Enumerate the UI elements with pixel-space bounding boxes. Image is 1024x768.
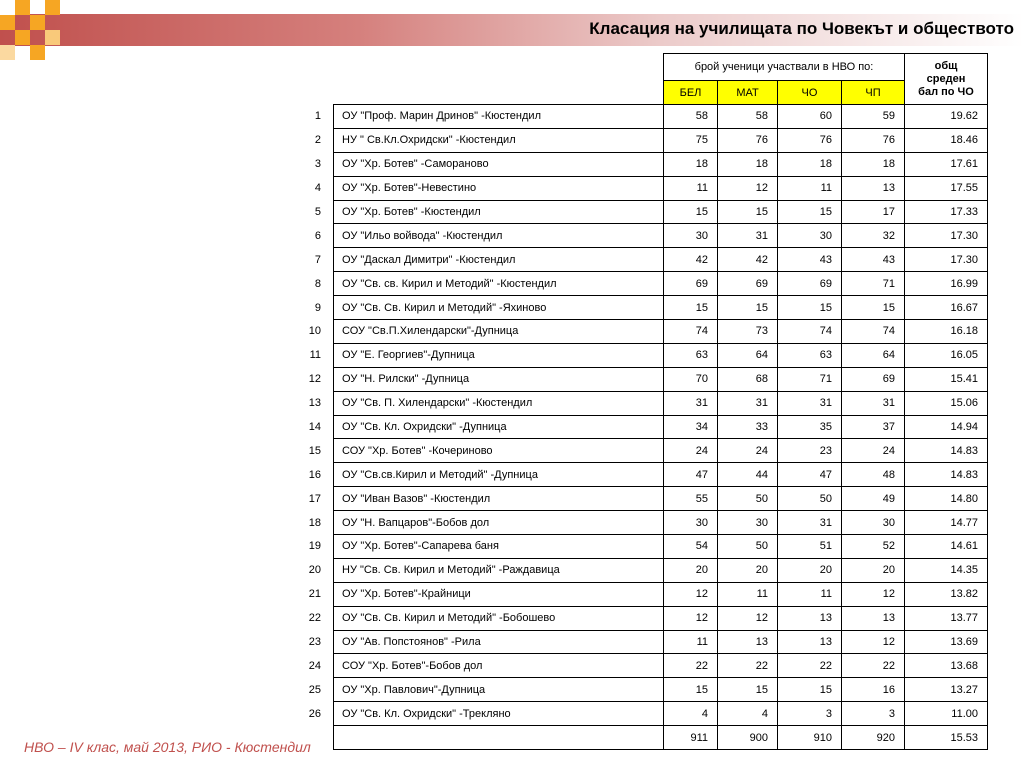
cell-avg: 19.62 [905, 105, 988, 129]
table-row [296, 272, 988, 296]
cell-mat: 44 [718, 463, 778, 487]
cell-mat: 73 [718, 320, 778, 344]
school-name: ОУ "Хр. Ботев"-Сапарева баня [334, 535, 664, 559]
cell-avg: 14.61 [905, 535, 988, 559]
cell-mat: 4 [718, 702, 778, 726]
school-name: ОУ "Хр. Павлович"-Дупница [334, 678, 664, 702]
cell-bel: 54 [664, 535, 718, 559]
cell-cho: 43 [778, 248, 842, 272]
table-row [296, 511, 988, 535]
cell-chp: 12 [842, 582, 905, 606]
cell-chp: 30 [842, 511, 905, 535]
cell-avg: 17.30 [905, 224, 988, 248]
cell-mat: 12 [718, 176, 778, 200]
cell-mat: 33 [718, 415, 778, 439]
total-chp: 920 [842, 726, 905, 750]
cell-chp: 22 [842, 654, 905, 678]
cell-chp: 49 [842, 487, 905, 511]
group-header: брой ученици участвали в НВО по: [664, 54, 905, 81]
school-name: ОУ "Ильо войвода" -Кюстендил [334, 224, 664, 248]
school-name: НУ " Св.Кл.Охридски" -Кюстендил [334, 128, 664, 152]
table-row [296, 415, 988, 439]
school-name: ОУ "Е. Георгиев"-Дупница [334, 343, 664, 367]
school-name: ОУ "Н. Рилски" -Дупница [334, 367, 664, 391]
cell-mat: 22 [718, 654, 778, 678]
school-name: ОУ "Даскал Димитри" -Кюстендил [334, 248, 664, 272]
cell-avg: 16.67 [905, 296, 988, 320]
row-number: 15 [308, 444, 321, 457]
cell-cho: 76 [778, 128, 842, 152]
cell-bel: 75 [664, 128, 718, 152]
table-row [296, 391, 988, 415]
total-cho: 910 [778, 726, 842, 750]
total-mat: 900 [718, 726, 778, 750]
school-name: ОУ "Св. Св. Кирил и Методий" -Бобошево [334, 606, 664, 630]
cell-chp: 52 [842, 535, 905, 559]
cell-bel: 15 [664, 200, 718, 224]
cell-cho: 13 [778, 630, 842, 654]
school-name: ОУ "Проф. Марин Дринов" -Кюстендил [334, 105, 664, 129]
cell-mat: 11 [718, 582, 778, 606]
cell-chp: 69 [842, 367, 905, 391]
table-row [296, 702, 988, 726]
cell-cho: 31 [778, 511, 842, 535]
cell-bel: 30 [664, 511, 718, 535]
cell-chp: 24 [842, 439, 905, 463]
table-row [296, 343, 988, 367]
cell-avg: 17.33 [905, 200, 988, 224]
cell-cho: 22 [778, 654, 842, 678]
cell-avg: 14.77 [905, 511, 988, 535]
school-name: ОУ "Хр. Ботев"-Крайници [334, 582, 664, 606]
cell-mat: 68 [718, 367, 778, 391]
row-number: 24 [308, 659, 321, 672]
school-name: ОУ "Св. св. Кирил и Методий" -Кюстендил [334, 272, 664, 296]
table-row [296, 152, 988, 176]
row-number: 3 [314, 158, 321, 171]
cell-bel: 11 [664, 176, 718, 200]
cell-avg: 18.46 [905, 128, 988, 152]
row-number: 8 [314, 277, 321, 290]
cell-avg: 13.77 [905, 606, 988, 630]
cell-chp: 12 [842, 630, 905, 654]
table-row [296, 582, 988, 606]
cell-bel: 22 [664, 654, 718, 678]
cell-mat: 31 [718, 224, 778, 248]
cell-cho: 13 [778, 606, 842, 630]
cell-cho: 11 [778, 176, 842, 200]
cell-chp: 20 [842, 558, 905, 582]
cell-cho: 23 [778, 439, 842, 463]
cell-bel: 69 [664, 272, 718, 296]
cell-avg: 14.83 [905, 439, 988, 463]
cell-cho: 51 [778, 535, 842, 559]
cell-bel: 15 [664, 678, 718, 702]
table-row [296, 200, 988, 224]
cell-mat: 31 [718, 391, 778, 415]
school-name: ОУ "Ав. Попстоянов" -Рила [334, 630, 664, 654]
cell-chp: 13 [842, 606, 905, 630]
table-row [296, 558, 988, 582]
cell-avg: 13.68 [905, 654, 988, 678]
col-header-bel: БЕЛ [664, 81, 718, 105]
cell-mat: 50 [718, 487, 778, 511]
row-number: 23 [308, 636, 321, 649]
row-number: 7 [314, 253, 321, 266]
school-name: ОУ "Хр. Ботев" -Кюстендил [334, 200, 664, 224]
school-name: ОУ "Хр. Ботев"-Невестино [334, 176, 664, 200]
cell-cho: 63 [778, 343, 842, 367]
cell-bel: 74 [664, 320, 718, 344]
cell-mat: 15 [718, 678, 778, 702]
row-number: 25 [308, 683, 321, 696]
row-number: 4 [314, 182, 321, 195]
cell-bel: 47 [664, 463, 718, 487]
row-number: 2 [314, 134, 321, 147]
school-name: ОУ "Св. Кл. Охридски" -Дупница [334, 415, 664, 439]
cell-bel: 55 [664, 487, 718, 511]
total-bel: 911 [664, 726, 718, 750]
cell-avg: 17.30 [905, 248, 988, 272]
cell-mat: 24 [718, 439, 778, 463]
table-row [296, 463, 988, 487]
table-row [296, 630, 988, 654]
cell-chp: 32 [842, 224, 905, 248]
total-avg: 15.53 [905, 726, 988, 750]
row-number: 22 [308, 612, 321, 625]
cell-bel: 20 [664, 558, 718, 582]
school-name: НУ "Св. Св. Кирил и Методий" -Раждавица [334, 558, 664, 582]
cell-cho: 15 [778, 200, 842, 224]
row-number: 26 [308, 707, 321, 720]
cell-avg: 16.18 [905, 320, 988, 344]
cell-avg: 14.35 [905, 558, 988, 582]
cell-cho: 47 [778, 463, 842, 487]
corner-decoration [0, 0, 80, 64]
school-name: СОУ "Хр. Ботев" -Кочериново [334, 439, 664, 463]
cell-avg: 16.05 [905, 343, 988, 367]
cell-bel: 63 [664, 343, 718, 367]
cell-cho: 15 [778, 296, 842, 320]
school-name: СОУ "Св.П.Хилендарски"-Дупница [334, 320, 664, 344]
cell-cho: 30 [778, 224, 842, 248]
cell-bel: 31 [664, 391, 718, 415]
cell-mat: 30 [718, 511, 778, 535]
cell-chp: 43 [842, 248, 905, 272]
cell-bel: 11 [664, 630, 718, 654]
cell-cho: 15 [778, 678, 842, 702]
cell-mat: 64 [718, 343, 778, 367]
cell-bel: 4 [664, 702, 718, 726]
cell-mat: 42 [718, 248, 778, 272]
cell-avg: 14.80 [905, 487, 988, 511]
cell-chp: 71 [842, 272, 905, 296]
school-name: ОУ "Н. Вапцаров"-Бобов дол [334, 511, 664, 535]
row-number: 13 [308, 397, 321, 410]
row-number: 11 [309, 349, 321, 362]
cell-bel: 18 [664, 152, 718, 176]
row-number: 6 [314, 229, 321, 242]
cell-chp: 74 [842, 320, 905, 344]
cell-avg: 13.27 [905, 678, 988, 702]
cell-bel: 70 [664, 367, 718, 391]
cell-mat: 18 [718, 152, 778, 176]
cell-cho: 71 [778, 367, 842, 391]
cell-avg: 17.55 [905, 176, 988, 200]
table-row [296, 128, 988, 152]
cell-bel: 30 [664, 224, 718, 248]
cell-mat: 12 [718, 606, 778, 630]
cell-cho: 35 [778, 415, 842, 439]
page-title: Класация на училищата по Човекът и обществото [589, 19, 1014, 38]
table-row [296, 296, 988, 320]
school-name: ОУ "Св. П. Хилендарски" -Кюстендил [334, 391, 664, 415]
table-row [296, 320, 988, 344]
table-row [296, 439, 988, 463]
row-number: 10 [308, 325, 321, 338]
row-number: 5 [314, 206, 321, 218]
cell-chp: 16 [842, 678, 905, 702]
table-row [296, 224, 988, 248]
totals-row [296, 726, 988, 750]
cell-avg: 13.69 [905, 630, 988, 654]
cell-cho: 50 [778, 487, 842, 511]
row-number: 1 [314, 110, 321, 123]
cell-chp: 59 [842, 105, 905, 129]
cell-chp: 48 [842, 463, 905, 487]
row-number: 16 [308, 468, 321, 481]
cell-bel: 12 [664, 582, 718, 606]
cell-cho: 74 [778, 320, 842, 344]
table-row [296, 176, 988, 200]
cell-chp: 3 [842, 702, 905, 726]
cell-cho: 18 [778, 152, 842, 176]
row-number: 9 [314, 301, 321, 314]
cell-avg: 13.82 [905, 582, 988, 606]
table-row [296, 248, 988, 272]
cell-chp: 76 [842, 128, 905, 152]
row-number: 14 [308, 421, 321, 434]
cell-bel: 12 [664, 606, 718, 630]
cell-bel: 15 [664, 296, 718, 320]
table-row [296, 105, 988, 129]
table-row [296, 535, 988, 559]
cell-avg: 17.61 [905, 152, 988, 176]
school-name: ОУ "Св. Св. Кирил и Методий" -Яхиново [334, 296, 664, 320]
cell-avg: 11.00 [905, 702, 988, 726]
ranking-table [296, 53, 988, 750]
row-number: 18 [308, 516, 321, 529]
cell-cho: 69 [778, 272, 842, 296]
cell-mat: 50 [718, 535, 778, 559]
cell-avg: 15.41 [905, 367, 988, 391]
row-number: 21 [308, 588, 321, 601]
cell-mat: 58 [718, 105, 778, 129]
col-header-chp: ЧП [842, 81, 905, 105]
footer-caption: НВО – IV клас, май 2013, РИО - Кюстендил [24, 739, 311, 755]
cell-bel: 34 [664, 415, 718, 439]
totals-label [334, 726, 664, 750]
cell-chp: 31 [842, 391, 905, 415]
col-header-mat: МАТ [718, 81, 778, 105]
table-row [296, 654, 988, 678]
table-row [296, 367, 988, 391]
cell-cho: 31 [778, 391, 842, 415]
cell-chp: 37 [842, 415, 905, 439]
school-name: ОУ "Св.св.Кирил и Методий" -Дупница [334, 463, 664, 487]
avg-header: общ среден бал по ЧО [905, 54, 988, 105]
table-row [296, 678, 988, 702]
cell-mat: 15 [718, 296, 778, 320]
table-row [296, 606, 988, 630]
cell-cho: 20 [778, 558, 842, 582]
cell-chp: 64 [842, 343, 905, 367]
cell-avg: 15.06 [905, 391, 988, 415]
cell-mat: 20 [718, 558, 778, 582]
school-name: ОУ "Хр. Ботев" -Самораново [334, 152, 664, 176]
row-number: 12 [308, 373, 321, 386]
header-row-1 [296, 54, 988, 81]
cell-mat: 69 [718, 272, 778, 296]
cell-bel: 42 [664, 248, 718, 272]
row-number: 20 [308, 564, 321, 577]
cell-bel: 58 [664, 105, 718, 129]
cell-mat: 13 [718, 630, 778, 654]
cell-mat: 76 [718, 128, 778, 152]
school-name: СОУ "Хр. Ботев"-Бобов дол [334, 654, 664, 678]
col-header-cho: ЧО [778, 81, 842, 105]
cell-mat: 15 [718, 200, 778, 224]
cell-chp: 18 [842, 152, 905, 176]
school-name: ОУ "Иван Вазов" -Кюстендил [334, 487, 664, 511]
cell-chp: 15 [842, 296, 905, 320]
cell-cho: 11 [778, 582, 842, 606]
cell-cho: 60 [778, 105, 842, 129]
cell-chp: 13 [842, 176, 905, 200]
row-number: 19 [308, 540, 321, 553]
school-name: ОУ "Св. Кл. Охридски" -Трекляно [334, 702, 664, 726]
cell-cho: 3 [778, 702, 842, 726]
cell-avg: 14.83 [905, 463, 988, 487]
cell-avg: 16.99 [905, 272, 988, 296]
cell-avg: 14.94 [905, 415, 988, 439]
table-row [296, 487, 988, 511]
row-number: 17 [308, 492, 321, 505]
cell-bel: 24 [664, 439, 718, 463]
cell-chp: 17 [842, 200, 905, 224]
